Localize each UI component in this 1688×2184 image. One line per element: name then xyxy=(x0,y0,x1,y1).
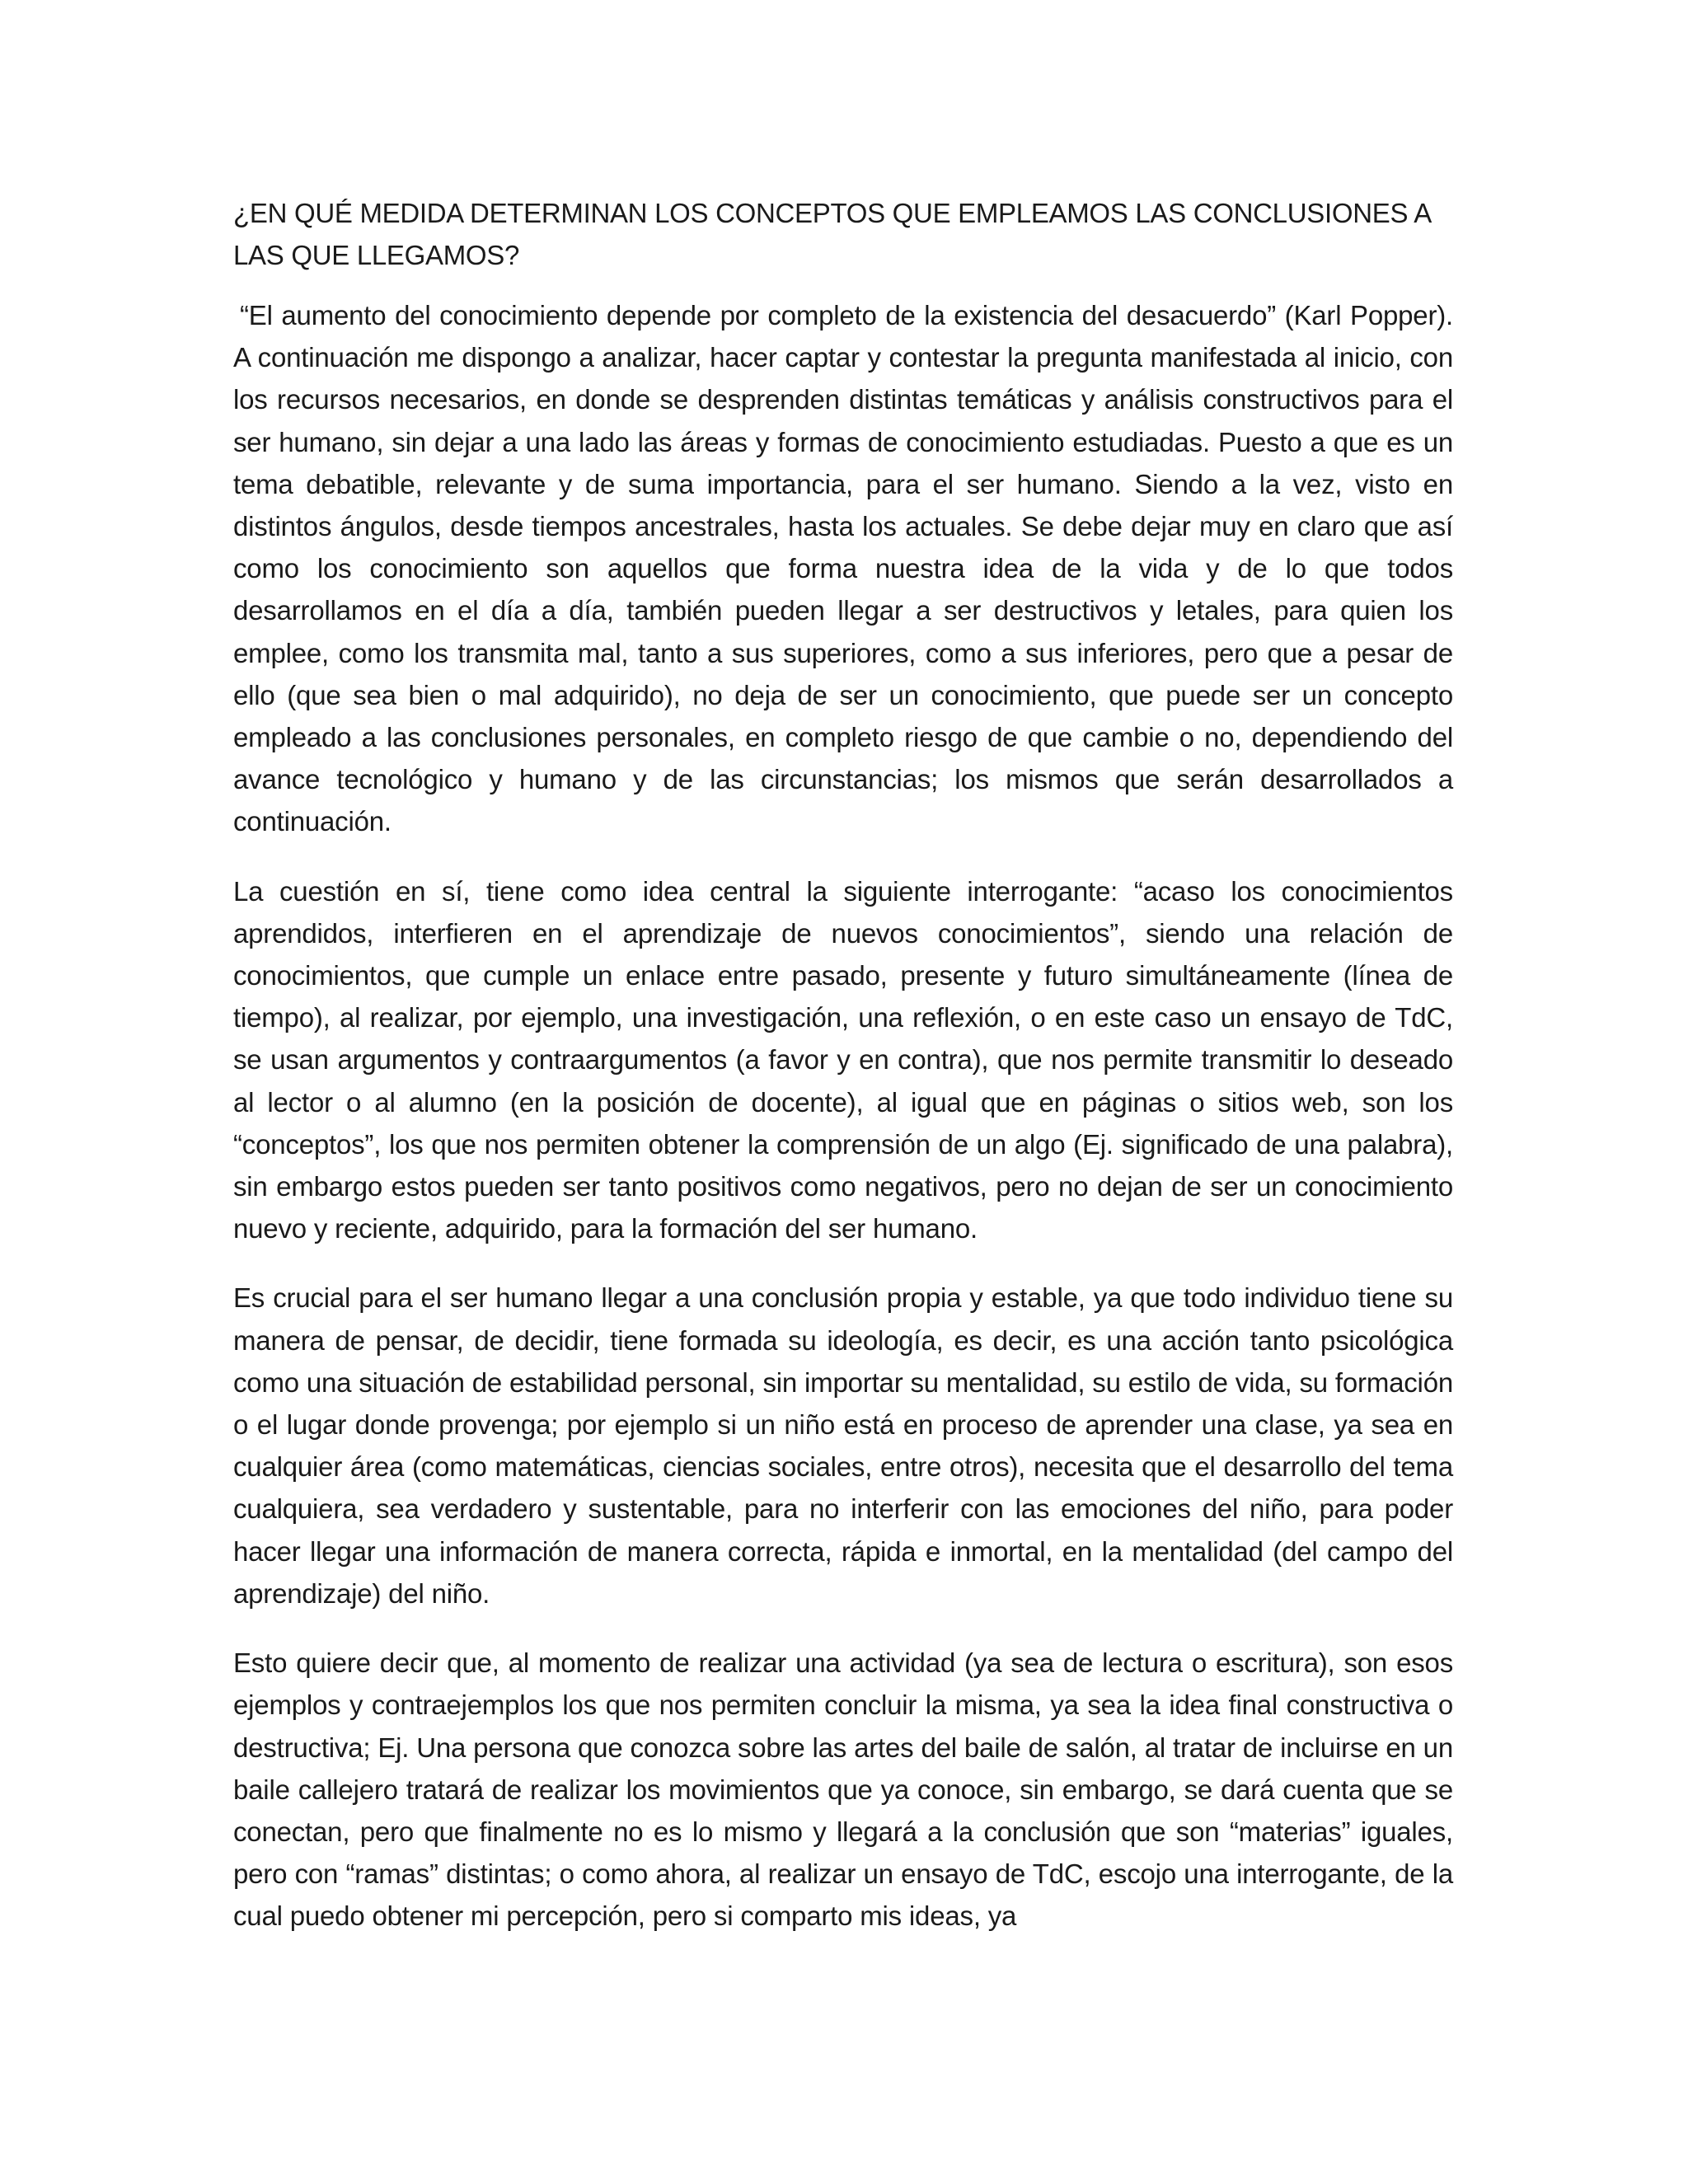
paragraph-conclusion-importance: Es crucial para el ser humano llegar a una conclusión propia y estable, ya que todo individuo tiene su manera de pensar, de decidir, tiene formada su ideología, es decir, es una acción tanto psicológica como una situación de estabilidad personal, sin importar su mentalidad, su estilo de vida, su formación o el lugar donde provenga; por ejemplo si un niño está en proceso de aprender una clase, ya sea en cualquier área (como matemáticas, ciencias sociales, entre otros), necesita que el desarrollo del tema cualquiera, sea verdadero y sustentable, para no interferir con las emociones del niño, para poder hacer llegar una información de manera correcta, rápida e inmortal, en la mentalidad (del campo del aprendizaje) del niño. xyxy=(233,1282,1453,1609)
document-body xyxy=(233,192,1453,1965)
paragraph-question: La cuestión en sí, tiene como idea central la siguiente interrogante: “acaso los conocimientos aprendidos, interfieren en el aprendizaje de nuevos conocimientos”, siendo una relación de conocimientos, que cumple un enlace entre pasado, presente y futuro simultáneamente (línea de tiempo), al realizar, por ejemplo, una investigación, una reflexión, o en este caso un ensayo de TdC, se usan argumentos y contraargumentos (a favor y en contra), que nos permite transmitir lo deseado al lector o al alumno (en la posición de docente), al igual que en páginas o sitios web, son los “conceptos”, los que nos permiten obtener la comprensión de un algo (Ej. significado de una palabra), sin embargo estos pueden ser tanto positivos como negativos, pero no dejan de ser un conocimiento nuevo y reciente, adquirido, para la formación del ser humano. xyxy=(233,875,1453,1244)
document-title: ¿EN QUÉ MEDIDA DETERMINAN LOS CONCEPTOS QUE EMPLEAMOS LAS CONCLUSIONES A LAS QUE LLEGAMOS? xyxy=(233,198,1431,270)
paragraph-intro: “El aumento del conocimiento depende por completo de la existencia del desacuerdo” (Karl Popper). A continuación me dispongo a analizar, hacer captar y contestar la pregunta manifestada al inicio, con los recursos necesarios, en donde se desprenden distintas temáticas y análisis constructivos para el ser humano, sin dejar a una lado las áreas y formas de conocimiento estudiadas. Puesto a que es un tema debatible, relevante y de suma importancia, para el ser humano. Siendo a la vez, visto en distintos ángulos, desde tiempos ancestrales, hasta los actuales. Se debe dejar muy en claro que así como los conocimiento son aquellos que forma nuestra idea de la vida y de lo que todos desarrollamos en el día a día, también pueden llegar a ser destructivos y letales, para quien los emplee, como los transmita mal, tanto a sus superiores, como a sus inferiores, pero que a pesar de ello (que sea bien o mal adquirido), no deja de ser un conocimiento, que puede ser un concepto empleado a las conclusiones personales, en completo riesgo de que cambie o no, dependiendo del avance tecnológico y humano y de las circunstancias; los mismos que serán desarrollados a continuación. xyxy=(233,300,1453,837)
paragraph-examples: Esto quiere decir que, al momento de realizar una actividad (ya sea de lectura o escritura), son esos ejemplos y contraejemplos los que nos permiten concluir la misma, ya sea la idea final constructiva o destructiva; Ej. Una persona que conozca sobre las artes del baile de salón, al tratar de incluirse en un baile callejero tratará de realizar los movimientos que ya conoce, sin embargo, se dará cuenta que se conectan, pero que finalmente no es lo mismo y llegará a la conclusión que son “materias” iguales, pero con “ramas” distintas; o como ahora, al realizar un ensayo de TdC, escojo una interrogante, de la cual puedo obtener mi percepción, pero si comparto mis ideas, ya xyxy=(233,1647,1453,1932)
